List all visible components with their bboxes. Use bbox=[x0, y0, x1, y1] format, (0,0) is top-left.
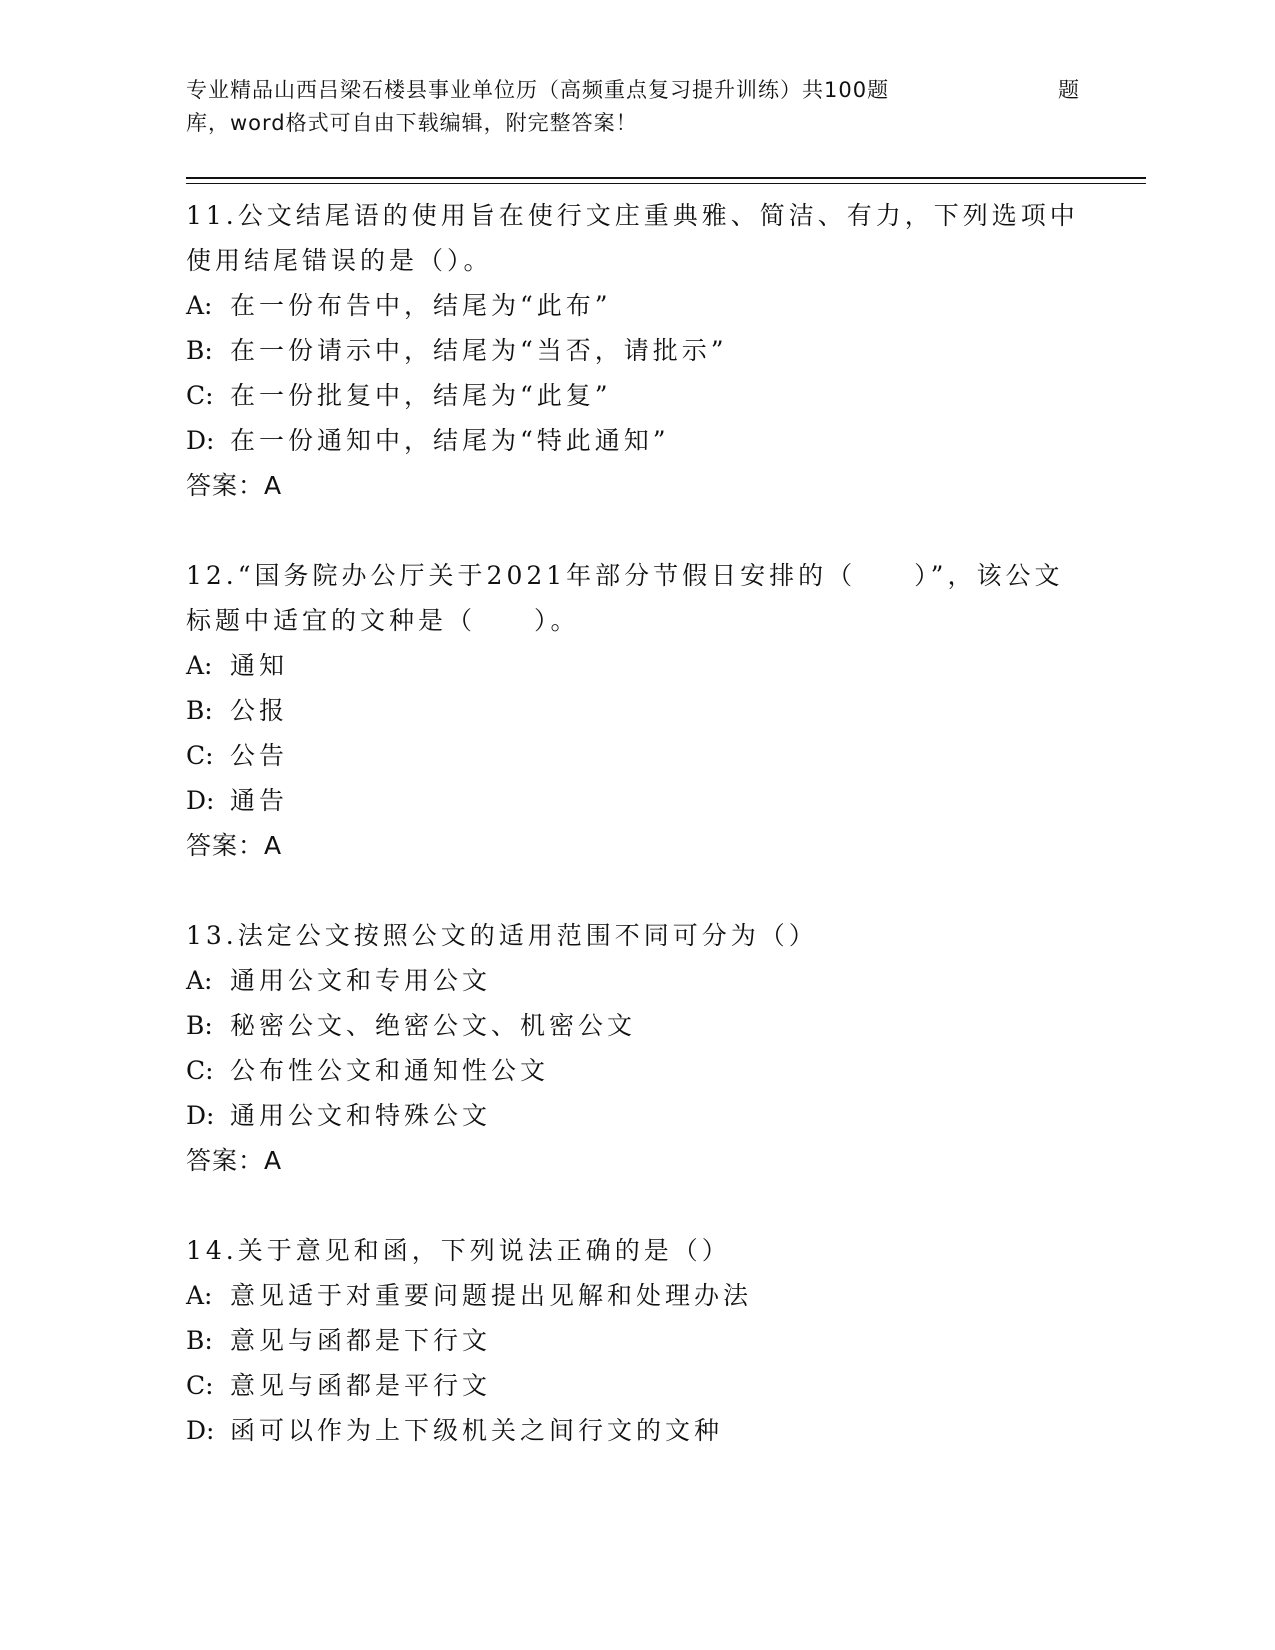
question-stem: 13.法定公文按照公文的适用范围不同可分为（） bbox=[186, 921, 818, 950]
option-b bbox=[186, 1003, 1086, 1048]
option-text: 意见与函都是平行文 bbox=[230, 1371, 492, 1400]
option-key: A: bbox=[186, 1281, 213, 1310]
header-divider-thick bbox=[186, 177, 1146, 179]
question-13 bbox=[186, 913, 1086, 1183]
option-key: B: bbox=[186, 336, 213, 365]
option-key: D: bbox=[186, 786, 215, 815]
question-stem: 12.“国务院办公厅关于2021年部分节假日安排的（ ）”，该公文标题中适宜的文种是（ ）。 bbox=[186, 561, 1064, 635]
question-14 bbox=[186, 1228, 1086, 1453]
option-text: 意见与函都是下行文 bbox=[230, 1326, 492, 1355]
option-text: 函可以作为上下级机关之间行文的文种 bbox=[230, 1416, 724, 1445]
document-header bbox=[186, 74, 1086, 140]
option-a bbox=[186, 1273, 1086, 1318]
option-key: D: bbox=[186, 1101, 215, 1130]
option-text: 意见适于对重要问题提出见解和处理办法 bbox=[230, 1281, 753, 1310]
option-key: C: bbox=[186, 1371, 214, 1400]
option-key: C: bbox=[186, 1056, 214, 1085]
option-c bbox=[186, 373, 1086, 418]
question-stem: 11.公文结尾语的使用旨在使行文庄重典雅、简洁、有力，下列选项中使用结尾错误的是（）。 bbox=[186, 201, 1079, 275]
option-b bbox=[186, 328, 1086, 373]
question-11 bbox=[186, 193, 1086, 508]
option-text: 在一份布告中，结尾为“此布” bbox=[230, 291, 612, 320]
answer-line: 答案：A bbox=[186, 1146, 283, 1175]
option-text: 在一份通知中，结尾为“特此通知” bbox=[230, 426, 670, 455]
option-key: B: bbox=[186, 696, 213, 725]
option-a bbox=[186, 283, 1086, 328]
option-key: B: bbox=[186, 1326, 213, 1355]
answer-line: 答案：A bbox=[186, 471, 283, 500]
option-key: A: bbox=[186, 651, 213, 680]
option-key: A: bbox=[186, 966, 213, 995]
option-key: D: bbox=[186, 1416, 215, 1445]
option-d bbox=[186, 1408, 1086, 1453]
question-stem: 14.关于意见和函，下列说法正确的是（） bbox=[186, 1236, 731, 1265]
option-text: 在一份批复中，结尾为“此复” bbox=[230, 381, 612, 410]
question-12 bbox=[186, 553, 1086, 868]
option-c bbox=[186, 733, 1086, 778]
option-c bbox=[186, 1048, 1086, 1093]
option-b bbox=[186, 1318, 1086, 1363]
option-b bbox=[186, 688, 1086, 733]
option-text: 通用公文和专用公文 bbox=[230, 966, 492, 995]
option-text: 公告 bbox=[230, 741, 289, 770]
option-text: 通告 bbox=[230, 786, 289, 815]
header-line-1-tail: 题 bbox=[1058, 78, 1080, 102]
option-a bbox=[186, 958, 1086, 1003]
option-c bbox=[186, 1363, 1086, 1408]
option-key: B: bbox=[186, 1011, 213, 1040]
option-key: A: bbox=[186, 291, 213, 320]
answer-line: 答案：A bbox=[186, 831, 283, 860]
header-line-2: 库，word格式可自由下载编辑，附完整答案！ bbox=[186, 111, 638, 135]
option-text: 通用公文和特殊公文 bbox=[230, 1101, 492, 1130]
option-d bbox=[186, 778, 1086, 823]
option-a bbox=[186, 643, 1086, 688]
option-d bbox=[186, 418, 1086, 463]
option-key: D: bbox=[186, 426, 215, 455]
option-text: 通知 bbox=[230, 651, 289, 680]
option-d bbox=[186, 1093, 1086, 1138]
header-divider-thin bbox=[186, 183, 1146, 184]
option-text: 公报 bbox=[230, 696, 289, 725]
header-line-1: 专业精品山西吕梁石楼县事业单位历（高频重点复习提升训练）共100题 bbox=[186, 78, 890, 102]
option-key: C: bbox=[186, 381, 214, 410]
option-key: C: bbox=[186, 741, 214, 770]
option-text: 秘密公文、绝密公文、机密公文 bbox=[230, 1011, 637, 1040]
option-text: 在一份请示中，结尾为“当否，请批示” bbox=[230, 336, 728, 365]
option-text: 公布性公文和通知性公文 bbox=[230, 1056, 550, 1085]
question-list bbox=[186, 193, 1086, 1453]
